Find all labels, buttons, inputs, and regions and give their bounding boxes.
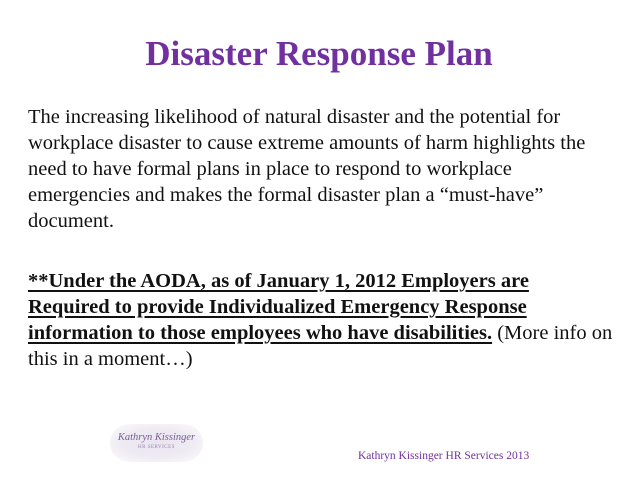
slide-title: Disaster Response Plan [145, 34, 493, 73]
company-logo [110, 424, 203, 462]
logo-subtitle: HR SERVICES [138, 445, 175, 450]
aoda-requirement-text: **Under the AODA, as of January 1, 2012 Employers are Required to provide Individualized Emergency Response information to those employees who have disabilities. [28, 270, 529, 344]
aoda-note-text: (More info on this in a moment…) [28, 322, 613, 370]
logo-name: Kathryn Kissinger [117, 432, 196, 443]
aoda-paragraph [28, 268, 613, 372]
body-paragraph: The increasing likelihood of natural disaster and the potential for workplace disaster to cause extreme amounts of harm highlights the need to have formal plans in place to respond to workplace emergencies and makes the formal disaster plan a “must-have” document. [28, 106, 586, 232]
footer-credit: Kathryn Kissinger HR Services 2013 [358, 450, 530, 462]
